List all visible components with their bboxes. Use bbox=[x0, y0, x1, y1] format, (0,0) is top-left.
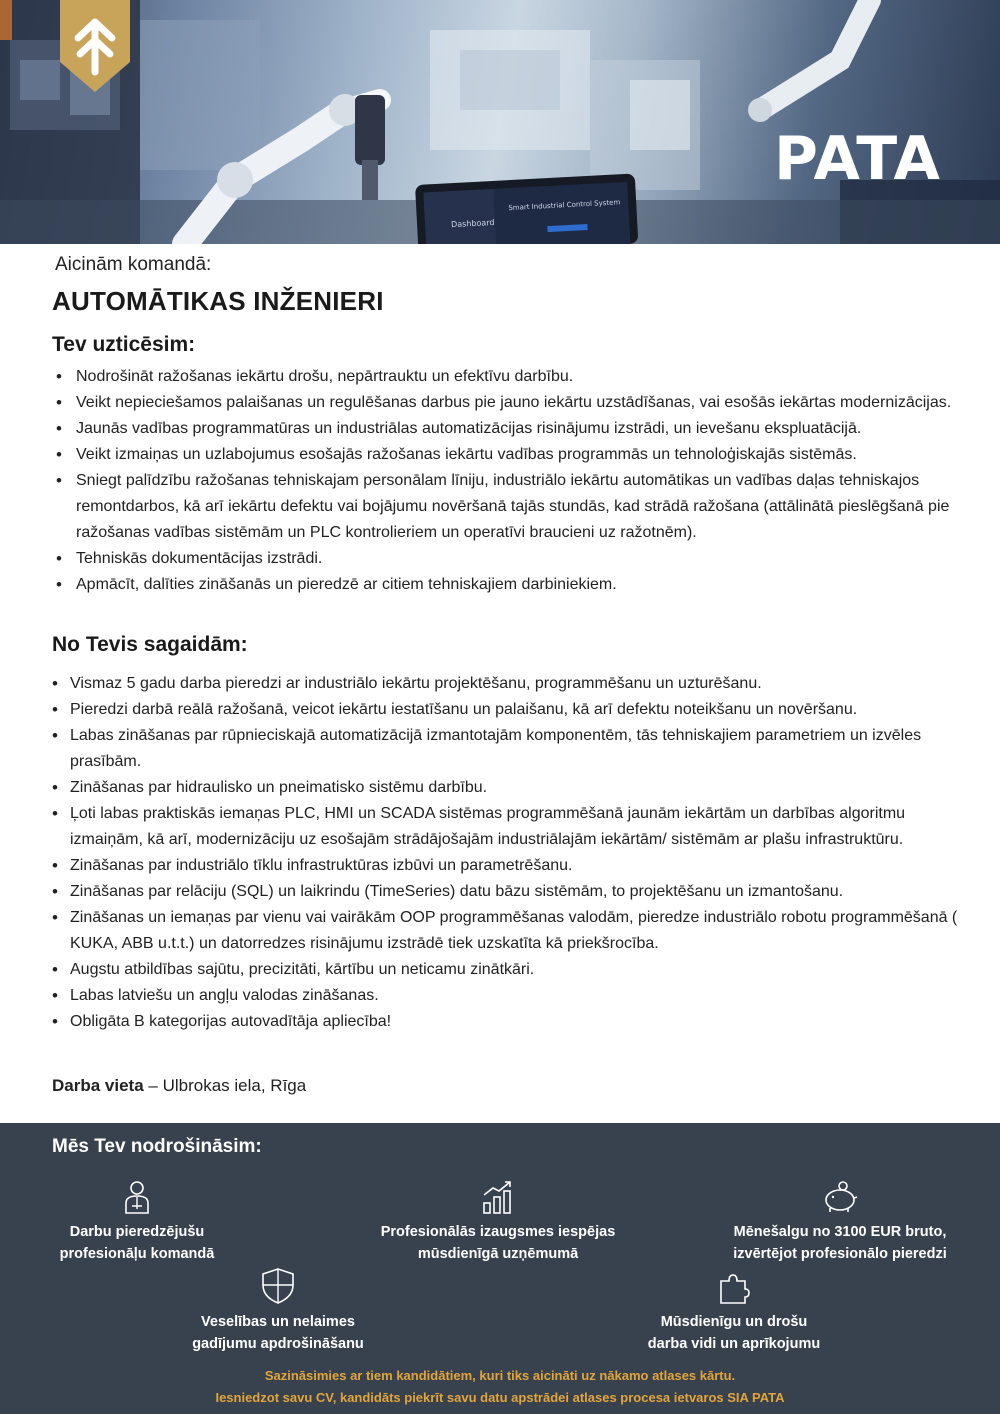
logo-wordmark: PATA bbox=[774, 124, 941, 194]
job-title: AUTOMĀTIKAS INŽENIERI bbox=[52, 286, 384, 316]
pata-logo bbox=[0, 0, 190, 160]
growth-chart-icon bbox=[481, 1179, 515, 1215]
notice-line-1: Sazināsimies ar tiem kandidātiem, kuri tiks aicināti uz nākamo atlases kārtu. bbox=[264, 1368, 736, 1383]
list-item: • Zināšanas par industriālo tīklu infrastruktūras izbūvi un parametrēšanu. bbox=[52, 853, 977, 879]
benefit-item bbox=[715, 1179, 965, 1265]
list-item: • Jaunās vadības programmatūras un industriālas automatizācijas risinājumu izstrādi, un ievešanu ekspluatācijā. bbox=[52, 416, 977, 442]
list-item: • Sniegt palīdzību ražošanas tehniskajam personālam līniju, industriālo iekārtu automātikas un vadības daļas tehniskajos remontdarbos, kā arī iekārtu defektu vai bojājumu novēršanā tajās stundās, kad strādā ražošana (attālinātā pieslēgšanā pie ražošanas vadības sistēmām un PLC kontrolieriem un operatīvi braucieni uz ražotnēm). bbox=[52, 468, 977, 546]
benefit-line1: Veselības un nelaimes bbox=[201, 1314, 355, 1330]
list-item: • Nodrošināt ražošanas iekārtu drošu, nepārtrauktu un efektīvu darbību. bbox=[52, 364, 977, 390]
responsibilities-list bbox=[52, 364, 977, 598]
workplace-value: Ulbrokas iela, Rīga bbox=[162, 1076, 307, 1095]
workplace-separator: – bbox=[143, 1076, 163, 1095]
benefit-line1: Mūsdienīgu un drošu bbox=[660, 1314, 808, 1330]
benefit-line2: profesionāļu komandā bbox=[59, 1246, 215, 1262]
tablet-screen-title: Smart Industrial Control System bbox=[508, 198, 621, 213]
list-item: • Ļoti labas praktiskās iemaņas PLC, HMI un SCADA sistēmas programmēšanā jaunām iekārtām un darbības algoritmu izmaiņām, kā arī, modernizāciju uz esošajām strādājošajām industriālajām iekārtām/ sistēmām ar plašu infrastruktūru. bbox=[52, 801, 977, 853]
workplace-line bbox=[52, 1076, 306, 1096]
requirements-heading: No Tevis sagaidām: bbox=[52, 633, 248, 656]
benefit-line2: gadījumu apdrošināšanu bbox=[192, 1336, 364, 1352]
piggy-bank-icon bbox=[821, 1179, 859, 1215]
list-item: • Zināšanas un iemaņas par vienu vai vairākām OOP programmēšanas valodām, pieredze industriālo robotu programmēšanā ( KUKA, ABB u.t.t.) un datorredzes risinājumu izstrādē tiek uzskatīta kā priekšrocība. bbox=[52, 905, 977, 957]
list-item: • Veikt izmaiņas un uzlabojumus esošajās ražošanas iekārtu vadības programmās un tehnoloģiskajās sistēmās. bbox=[52, 442, 977, 468]
shield-icon bbox=[260, 1267, 296, 1305]
invite-text: Aicinām komandā: bbox=[55, 254, 212, 275]
benefit-item bbox=[37, 1179, 237, 1265]
hero-banner-image bbox=[0, 0, 1000, 244]
list-item: • Pieredzi darbā reālā ražošanā, veicot iekārtu iestatīšanu un palaišanu, kā arī defektu noteikšanu un novēršanu. bbox=[52, 697, 977, 723]
tablet-tab-label: Dashboard bbox=[450, 217, 495, 230]
benefit-item bbox=[624, 1271, 844, 1355]
list-item: • Labas zināšanas par rūpnieciskajā automatizācijā izmantotajām komponentēm, tās tehniskajiem parametriem un izvēles prasībām. bbox=[52, 723, 977, 775]
responsibilities-heading: Tev uzticēsim: bbox=[52, 333, 196, 356]
list-item: • Obligāta B kategorijas autovadītāja apliecība! bbox=[52, 1009, 977, 1035]
benefits-heading: Mēs Tev nodrošināsim: bbox=[52, 1136, 262, 1157]
benefit-line1: Darbu pieredzējušu bbox=[69, 1224, 205, 1240]
list-item: • Veikt nepieciešamos palaišanas un regulēšanas darbus pie jauno iekārtu uzstādīšanas, vai esošās iekārtas modernizācijas. bbox=[52, 390, 977, 416]
notice-line-2: Iesniedzot savu CV, kandidāts piekrīt savu datu apstrādei atlases procesa ietvaros SIA PATA bbox=[215, 1390, 785, 1405]
list-item: • Vismaz 5 gadu darba pieredzi ar industriālo iekārtu projektēšanu, programmēšanu un uzturēšanu. bbox=[52, 671, 977, 697]
benefit-line2: izvērtējot profesionālo pieredzi bbox=[733, 1246, 947, 1262]
benefits-footer bbox=[0, 1123, 1000, 1414]
list-item: • Augstu atbildības sajūtu, precizitāti, kārtību un neticamu zinātkāri. bbox=[52, 957, 977, 983]
requirements-list bbox=[52, 671, 977, 1035]
benefit-line1: Profesionālās izaugsmes iespējas bbox=[380, 1224, 616, 1240]
benefit-line1: Mēnešalgu no 3100 EUR bruto, bbox=[733, 1224, 947, 1240]
workplace-label: Darba vieta bbox=[52, 1076, 144, 1095]
benefit-line2: mūsdienīgā uzņēmumā bbox=[417, 1246, 579, 1262]
list-item: • Apmācīt, dalīties zināšanās un pieredzē ar citiem tehniskajiem darbiniekiem. bbox=[52, 572, 977, 598]
list-item: • Zināšanas par relāciju (SQL) un laikrindu (TimeSeries) datu bāzu sistēmām, to projektēšanu un izmantošanu. bbox=[52, 879, 977, 905]
list-item: • Zināšanas par hidraulisko un pneimatisko sistēmu darbību. bbox=[52, 775, 977, 801]
puzzle-icon bbox=[717, 1271, 751, 1305]
benefit-line2: darba vidi un aprīkojumu bbox=[647, 1336, 821, 1352]
benefit-item bbox=[178, 1267, 378, 1355]
list-item: • Labas latviešu un angļu valodas zināšanas. bbox=[52, 983, 977, 1009]
benefit-item bbox=[368, 1179, 628, 1265]
list-item: • Tehniskās dokumentācijas izstrādi. bbox=[52, 546, 977, 572]
team-person-icon bbox=[122, 1179, 152, 1215]
